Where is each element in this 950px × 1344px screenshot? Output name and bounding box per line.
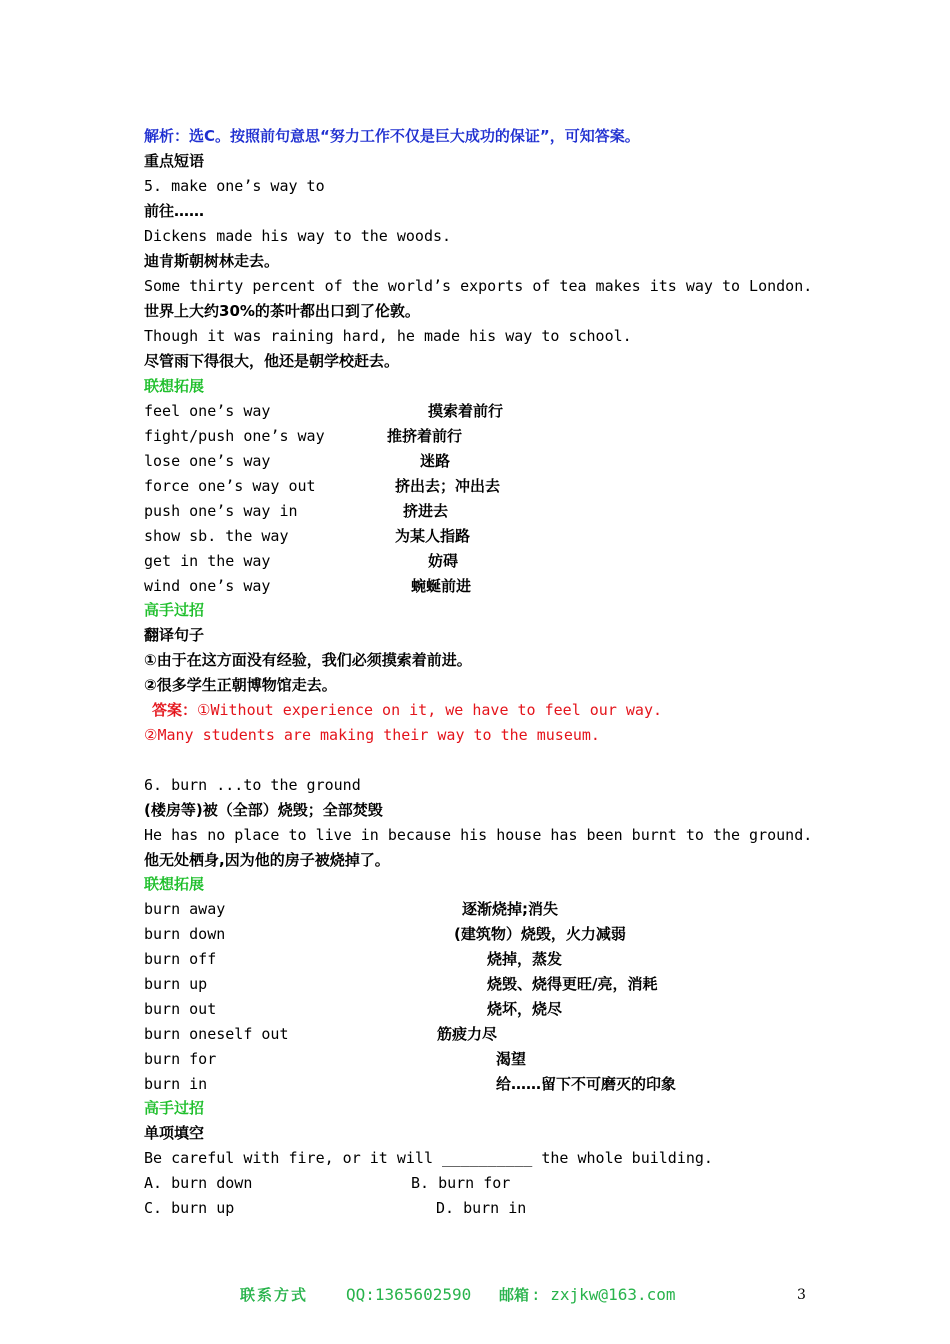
option-b: B. burn for: [411, 1174, 511, 1192]
footer-email: : zxjkw@163.com: [531, 1285, 676, 1304]
phrase-cn: 烧毁、烧得更旺/亮，消耗: [487, 975, 658, 993]
phrase-6-heading: 6. burn ...to the ground: [144, 776, 361, 794]
key-phrases-heading: 重点短语: [144, 152, 205, 170]
question-2: ②很多学生正朝博物馆走去。: [144, 676, 337, 694]
phrase-en: feel one’s way: [144, 402, 271, 420]
phrase-cn: 摸索着前行: [428, 402, 504, 420]
question-1: ①由于在这方面没有经验，我们必须摸索着前进。: [144, 651, 472, 669]
phrase-en: burn down: [144, 925, 226, 943]
extend-heading: 联想拓展: [144, 377, 205, 395]
example-en: He has no place to live in because his house has been burnt to the ground.: [144, 826, 813, 844]
phrase-en: force one’s way out: [144, 477, 316, 495]
phrase-en: burn in: [144, 1075, 208, 1093]
phrase-en: burn out: [144, 1000, 217, 1018]
phrase-cn: 烧掉，蒸发: [487, 950, 563, 968]
phrase-en: get in the way: [144, 552, 271, 570]
footer-qq: QQ:1365602590: [346, 1285, 472, 1304]
question-text: Be careful with fire, or it will __________ the whole building.: [144, 1149, 713, 1167]
phrase-en: lose one’s way: [144, 452, 271, 470]
phrase-5-meaning: 前往……: [144, 202, 205, 220]
example-cn: 他无处栖身,因为他的房子被烧掉了。: [144, 851, 390, 869]
page-number: 3: [797, 1287, 806, 1303]
phrase-cn: (建筑物）烧毁，火力减弱: [454, 925, 626, 943]
phrase-cn: 筋疲力尽: [437, 1025, 498, 1043]
phrase-cn: 蜿蜒前进: [411, 577, 472, 595]
phrase-cn: 挤出去；冲出去: [395, 477, 501, 495]
practice-heading: 高手过招: [144, 601, 205, 619]
answer-line-1: [152, 700, 662, 720]
example-cn: 迪肯斯朝树林走去。: [144, 252, 280, 270]
example-en: Some thirty percent of the world’s exports of tea makes its way to London.: [144, 277, 813, 295]
task-heading: 翻译句子: [144, 626, 205, 644]
example-en: Though it was raining hard, he made his way to school.: [144, 327, 632, 345]
phrase-en: show sb. the way: [144, 527, 289, 545]
phrase-en: fight/push one’s way: [144, 427, 325, 445]
phrase-cn: 逐渐烧掉;消失: [462, 900, 558, 918]
phrase-cn: 烧坏，烧尽: [487, 1000, 563, 1018]
footer-email-label: 邮箱: [499, 1286, 530, 1304]
phrase-cn: 妨碍: [428, 552, 459, 570]
answer-label: 答案：: [152, 701, 198, 719]
phrase-cn: 推挤着前行: [387, 427, 463, 445]
example-en: Dickens made his way to the woods.: [144, 227, 452, 245]
phrase-5-heading: 5. make one’s way to: [144, 177, 325, 195]
phrase-en: wind one’s way: [144, 577, 271, 595]
phrase-en: burn off: [144, 950, 217, 968]
phrase-en: push one’s way in: [144, 502, 298, 520]
page-footer: [0, 1285, 950, 1307]
option-a: A. burn down: [144, 1174, 253, 1192]
phrase-cn: 渴望: [496, 1050, 527, 1068]
example-cn: 世界上大约30%的茶叶都出口到了伦敦。: [144, 302, 420, 320]
phrase-en: burn for: [144, 1050, 217, 1068]
answer-2: ②Many students are making their way to the museum.: [144, 726, 600, 744]
practice-heading: 高手过招: [144, 1099, 205, 1117]
phrase-cn: 给……留下不可磨灭的印象: [496, 1075, 677, 1093]
option-d: D. burn in: [436, 1199, 527, 1217]
example-cn: 尽管雨下得很大，他还是朝学校赶去。: [144, 352, 400, 370]
extend-heading: 联想拓展: [144, 875, 205, 893]
option-c: C. burn up: [144, 1199, 235, 1217]
phrase-6-meaning: (楼房等)被（全部）烧毁；全部焚毁: [144, 801, 383, 819]
phrase-en: burn oneself out: [144, 1025, 289, 1043]
phrase-en: burn away: [144, 900, 226, 918]
phrase-cn: 迷路: [420, 452, 451, 470]
phrase-cn: 挤进去: [403, 502, 449, 520]
analysis-text: 解析：选C。按照前句意思“努力工作不仅是巨大成功的保证”，可知答案。: [144, 127, 640, 145]
footer-contact-label: 联系方式: [240, 1286, 309, 1304]
task-heading: 单项填空: [144, 1124, 205, 1142]
phrase-en: burn up: [144, 975, 208, 993]
phrase-cn: 为某人指路: [395, 527, 471, 545]
answer-1: ①Without experience on it, we have to feel our way.: [197, 701, 663, 719]
